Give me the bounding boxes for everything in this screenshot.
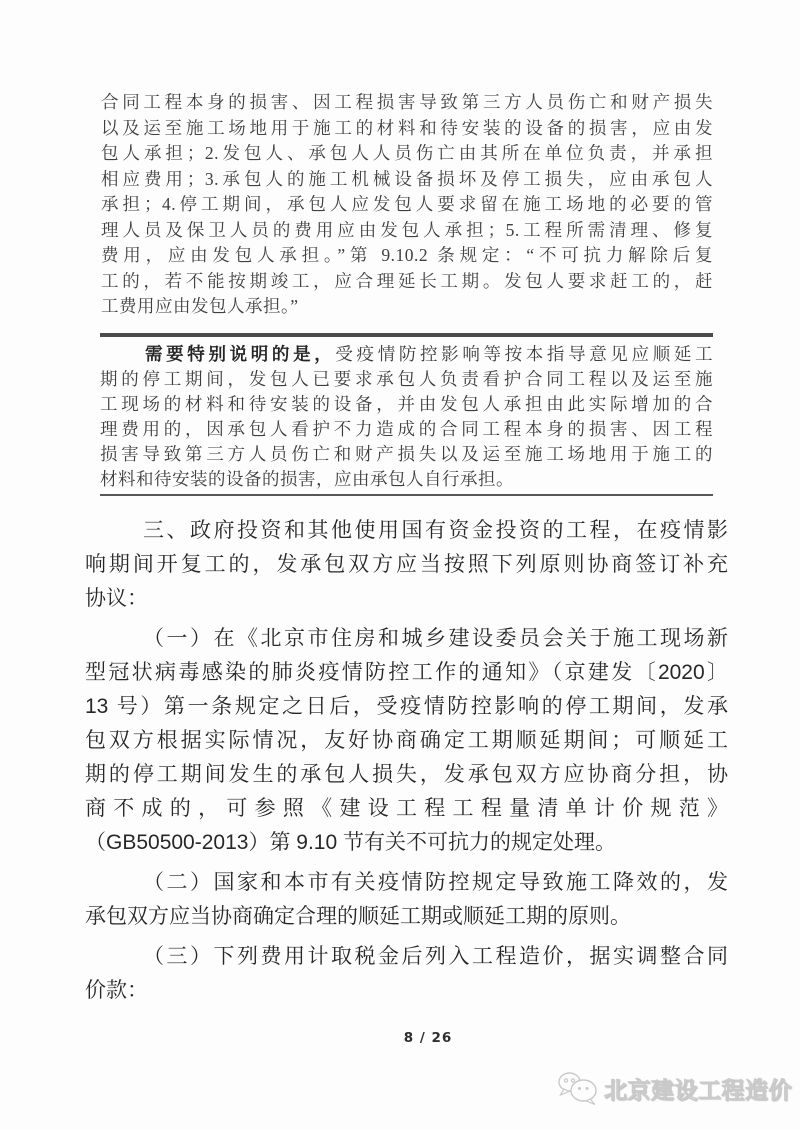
note-lead-rest: 受疫情防控影响等按本指导意见应顺延工 xyxy=(335,344,714,364)
page-number: 8 / 26 xyxy=(403,1030,453,1046)
text-line: 价款： xyxy=(85,979,148,1002)
text-line: 期的停工期间，发包人已要求承包人负责看护合同工程以及运至施 xyxy=(100,368,713,389)
text-line: 工费用应由发包人承担。” xyxy=(101,296,299,316)
brand-watermark xyxy=(557,1070,792,1106)
note-lead-bold: 需要特别说明的是， xyxy=(145,344,336,364)
paragraph-force-majeure-costs xyxy=(101,90,713,320)
text-line xyxy=(100,342,713,367)
text-line: 协议： xyxy=(85,587,148,610)
text-line: 合同工程本身的损害、因工程损害导致第三方人员伤亡和财产损失 xyxy=(101,92,713,112)
text-line: 包双方根据实际情况，友好协商确定工期顺延期间；可顺延工 xyxy=(85,729,728,752)
text-line: 承担；4.停工期间，承包人应发包人要求留在施工场地的必要的管 xyxy=(101,194,713,214)
text-line: 工的，若不能按期竣工，应合理延长工期。发包人要求赶工的，赶 xyxy=(101,270,713,291)
text-line: 相应费用；3.承包人的施工机械设备损坏及停工损失，应由承包人 xyxy=(101,168,713,189)
text-line: 以及运至施工场地用于施工的材料和待安装的设备的损害，应由发 xyxy=(101,117,713,138)
paragraph xyxy=(85,940,728,1008)
text-line: 13 号）第一条规定之日后，受疫情防控影响的停工期间，发承 xyxy=(85,695,728,718)
watermark-text: 北京建设工程造价 xyxy=(604,1076,792,1103)
paragraph xyxy=(85,514,728,616)
text-line: 型冠状病毒感染的肺炎疫情防控工作的通知》（京建发〔2020〕 xyxy=(85,661,728,684)
text-line: 理人员及保卫人员的费用应由发包人承担；5.工程所需清理、修复 xyxy=(101,219,713,240)
text-line: 商不成的，可参照《建设工程工程量清单计价规范》 xyxy=(85,797,728,820)
paragraph xyxy=(85,866,728,934)
text-line: （GB50500-2013）第 9.10 节有关不可抗力的规定处理。 xyxy=(85,831,616,854)
text-line: 三、政府投资和其他使用国有资金投资的工程，在疫情影 xyxy=(143,519,728,542)
text-line: 费用，应由发包人承担。”第 9.10.2 条规定：“不可抗力解除后复 xyxy=(101,245,713,265)
text-line: 理费用的，因承包人看护不力造成的合同工程本身的损害、因工程 xyxy=(100,418,713,439)
text-line: 期的停工期间发生的承包人损失，发承包双方应协商分担，协 xyxy=(85,763,728,786)
text-line: （三）下列费用计取税金后列入工程造价，据实调整合同 xyxy=(143,945,728,968)
text-line: 包人承担；2.发包人、承包人人员伤亡由其所在单位负责，并承担 xyxy=(101,143,713,163)
text-line: 材料和待安装的设备的损害，应由承包人自行承担。 xyxy=(100,468,514,489)
paragraph xyxy=(85,622,728,860)
text-line: （一）在《北京市住房和城乡建设委员会关于施工现场新 xyxy=(143,627,728,650)
wechat-icon xyxy=(557,1070,599,1106)
text-line: 损害导致第三方人员伤亡和财产损失以及运至施工场地用于施工的 xyxy=(100,443,713,464)
text-line: 工现场的材料和待安装的设备，并由发包人承担由此实际增加的合 xyxy=(100,393,713,414)
text-line: 响期间开复工的，发承包双方应当按照下列原则协商签订补充 xyxy=(85,553,728,576)
text-line: （二）国家和本市有关疫情防控规定导致施工降效的，发 xyxy=(143,871,728,894)
special-note-box xyxy=(100,333,713,496)
section-three-government-investment xyxy=(85,514,728,1008)
text-line: 承包双方应当协商确定合理的顺延工期或顺延工期的原则。 xyxy=(85,905,631,928)
